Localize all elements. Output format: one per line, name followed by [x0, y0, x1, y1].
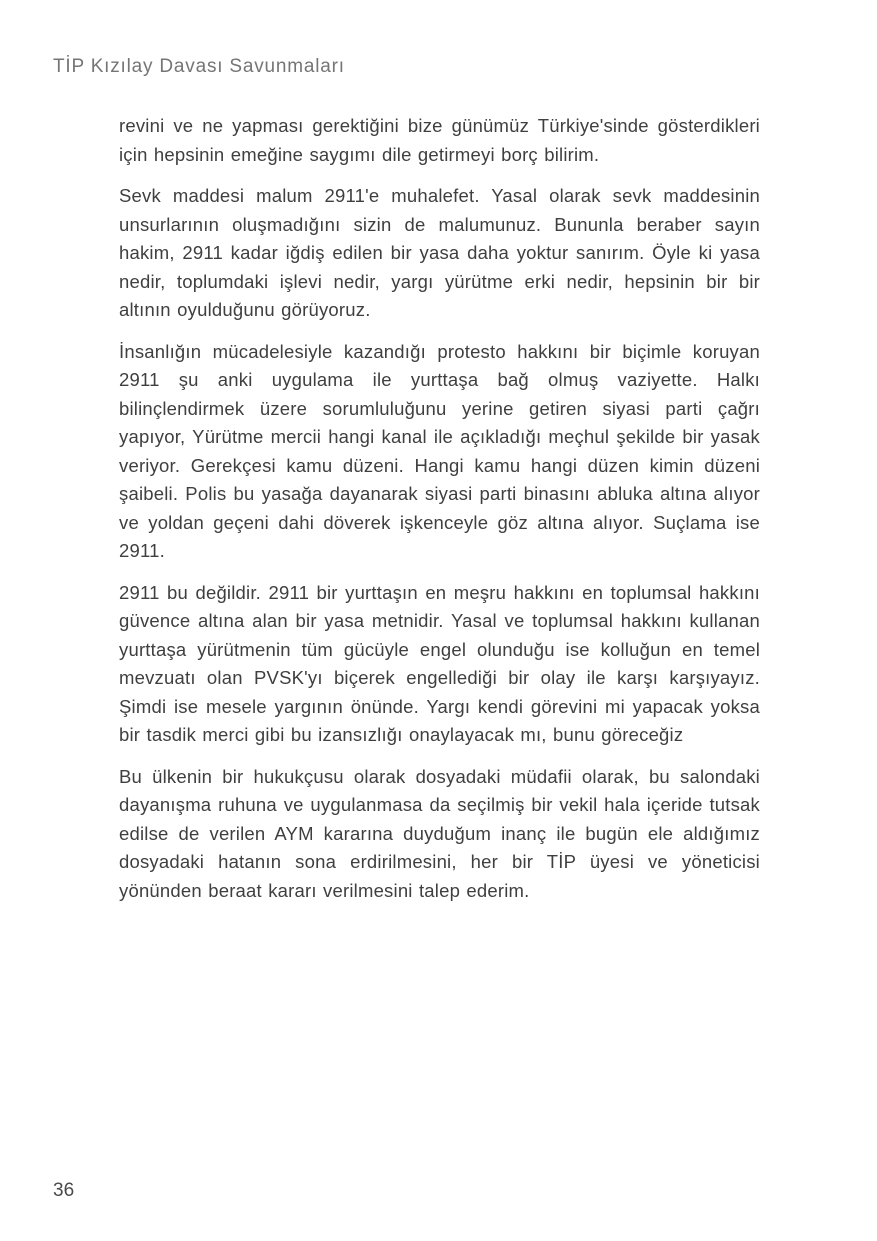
body-paragraph: Sevk maddesi malum 2911'e muhalefet. Yasal olarak sevk maddesinin unsurlarının oluşmadığını sizin de malumunuz. Bununla beraber sayın hakim, 2911 kadar iğdiş edilen bir yasa daha yoktur sanırım. Öyle ki yasa nedir, toplumdaki işlevi nedir, yargı yürütme erki nedir, hepsinin bir bir altının oyulduğunu görüyoruz.	[119, 185, 760, 320]
running-header: TİP Kızılay Davası Savunmaları	[53, 56, 345, 77]
page-number: 36	[53, 1180, 75, 1201]
body-paragraph: 2911 bu değildir. 2911 bir yurttaşın en meşru hakkını en toplumsal hakkını güvence altına alan bir yasa metnidir. Yasal ve toplumsal hakkını kullanan yurttaşa yürütmenin tüm gücüyle engel olunduğu ise kolluğun en temel mevzuatı olan PVSK'yı biçerek engellediği bir olay ile karşı karşıyayız. Şimdi ise mesele yargının önünde. Yargı kendi görevini mi yapacak yoksa bir tasdik merci gibi bu izansızlığı onaylayacak mı, bunu göreceğiz	[119, 581, 760, 745]
body-paragraph: revini ve ne yapması gerektiğini bize günümüz Türkiye'sinde gösterdikleri için hepsinin emeğine saygımı dile getirmeyi borç bilirim.	[119, 115, 760, 165]
body-text-block	[119, 112, 760, 918]
body-paragraph: İnsanlığın mücadelesiyle kazandığı protesto hakkını bir biçimle koruyan 2911 şu anki uygulama ile yurttaşa bağ olmuş vaziyette. Halkı bilinçlendirmek üzere sorumluluğunu yerine getiren siyasi parti çağrı yapıyor, Yürütme mercii hangi kanal ile açıkladığı meçhul şekilde bir yasak veriyor. Gerekçesi kamu düzeni. Hangi kamu hangi düzen kimin düzeni şaibeli. Polis bu yasağa dayanarak siyasi parti binasını abluka altına alıyor ve yoldan geçeni dahi döverek işkenceyle göz altına alıyor. Suçlama ise 2911.	[119, 340, 760, 561]
body-paragraph: Bu ülkenin bir hukukçusu olarak dosyadaki müdafii olarak, bu salondaki dayanışma ruhuna ve uygulanmasa da seçilmiş bir vekil hala içeride tutsak edilse de verilen AYM kararına duyduğum inanç ile bugün ele aldığımız dosyadaki hatanın sona erdirilmesini, her bir TİP üyesi ve yöneticisi yönünden beraat kararı verilmesini talep ederim.	[119, 765, 760, 901]
